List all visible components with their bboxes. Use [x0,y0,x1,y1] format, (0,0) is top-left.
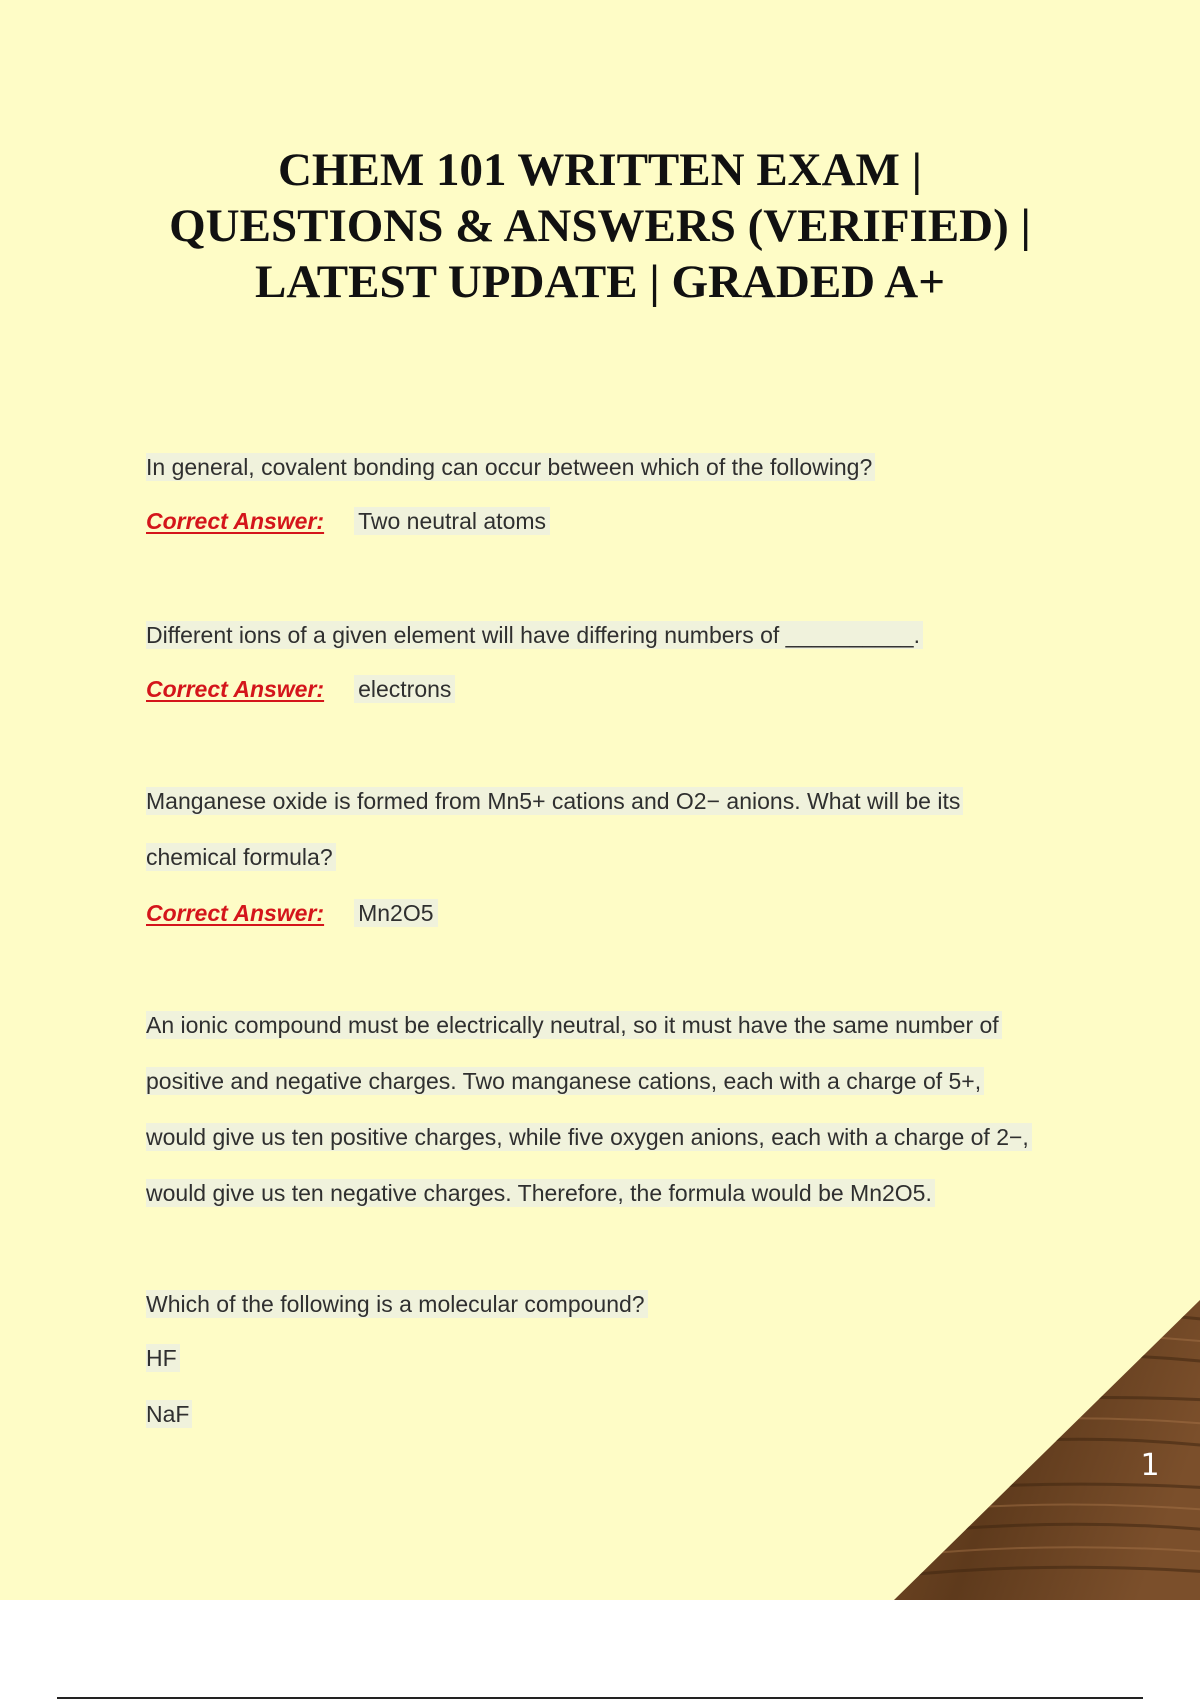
explanation-line [146,1178,935,1208]
question-text: Different ions of a given element will have differing numbers of __________. [146,621,923,649]
question-3-line [146,786,963,816]
document-title [100,142,1100,310]
question-text: Manganese oxide is formed from Mn5+ cations and O2− anions. What will be its [146,787,963,815]
answer-3 [146,898,438,928]
correct-answer-label: Correct Answer: [146,508,325,534]
option-text: NaF [146,1400,192,1428]
explanation-text: would give us ten positive charges, while five oxygen anions, each with a charge of 2−, [146,1123,1032,1151]
explanation-line [146,1066,984,1096]
explanation-text: An ionic compound must be electrically neutral, so it must have the same number of [146,1011,1002,1039]
page-number: 1 [1140,1448,1160,1483]
answer-text: Two neutral atoms [354,507,550,535]
footer-rule [57,1697,1143,1699]
answer-text: electrons [354,675,455,703]
question-text: chemical formula? [146,843,336,871]
title-line: QUESTIONS & ANSWERS (VERIFIED) | [169,200,1031,252]
title-line: LATEST UPDATE | GRADED A+ [254,256,946,308]
option-text: HF [146,1344,180,1372]
explanation-text: would give us ten negative charges. Therefore, the formula would be Mn2O5. [146,1179,935,1207]
question-1 [146,452,875,482]
explanation-line [146,1010,1002,1040]
answer-1 [146,506,550,536]
answer-text: Mn2O5 [354,899,437,927]
question-text: Which of the following is a molecular compound? [146,1290,648,1318]
option-item [146,1399,192,1429]
question-2 [146,620,923,650]
question-3-line [146,842,336,872]
title-line: CHEM 101 WRITTEN EXAM | [277,144,923,196]
explanation-text: positive and negative charges. Two manganese cations, each with a charge of 5+, [146,1067,984,1095]
explanation-line [146,1122,1032,1152]
question-text: In general, covalent bonding can occur between which of the following? [146,453,875,481]
question-4 [146,1289,648,1319]
correct-answer-label: Correct Answer: [146,900,325,926]
correct-answer-label: Correct Answer: [146,676,325,702]
answer-2 [146,674,455,704]
option-item [146,1343,180,1373]
